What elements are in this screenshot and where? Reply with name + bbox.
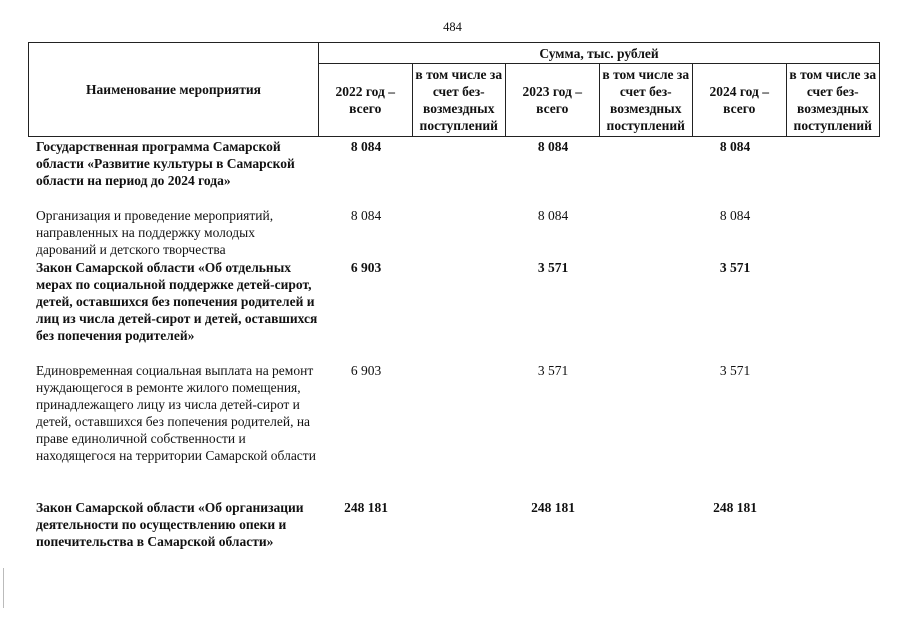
page-number: 484	[443, 20, 462, 34]
row-name: Закон Самарской области «Об отдельных мерах по социальной поддержке детей-сирот, детей, оставшихся без попечения родителей и лиц из числа детей-сирот и детей, оставшихся без попечения родителей»	[36, 260, 318, 343]
value-2022-total: 6 903	[350, 363, 382, 378]
scan-edge-mark	[3, 568, 4, 608]
header-2023-gratuitous: в том числе за счет без-возмездных поступлений	[599, 64, 693, 137]
value-2024-total: 3 571	[719, 260, 751, 275]
value-2022-total: 6 903	[350, 260, 382, 275]
table-body	[28, 138, 880, 568]
header-2024-total: 2024 год – всего	[693, 64, 787, 137]
header-name-column: Наименование мероприятия	[29, 43, 319, 137]
table-row	[28, 259, 880, 362]
row-name: Организация и проведение мероприятий, направленных на поддержку молодых дарований и детского творчества	[36, 208, 274, 257]
table-row	[28, 207, 880, 259]
table-header	[28, 42, 880, 137]
row-name: Закон Самарской области «Об организации деятельности по осуществлению опеки и попечительства в Самарской области»	[36, 500, 304, 549]
value-2022-total: 248 181	[344, 500, 388, 515]
row-name: Единовременная социальная выплата на ремонт нуждающегося в ремонте жилого помещения, принадлежащего лицу из числа детей-сирот и детей, оставшихся без попечения родителей, на праве единоличной собственности и находящегося на территории Самарской области	[36, 363, 316, 463]
value-2024-total: 248 181	[713, 500, 757, 515]
value-2023-total: 3 571	[537, 260, 569, 275]
row-name: Государственная программа Самарской области «Развитие культуры в Самарской области на период до 2024 года»	[36, 139, 295, 188]
header-2024-gratuitous: в том числе за счет без-возмездных поступлений	[786, 64, 880, 137]
table-row	[28, 138, 880, 207]
table-row	[28, 362, 880, 499]
header-2022-gratuitous: в том числе за счет без-возмездных поступлений	[412, 64, 506, 137]
value-2023-total: 8 084	[537, 208, 569, 223]
value-2023-total: 248 181	[531, 500, 575, 515]
value-2024-total: 3 571	[719, 363, 751, 378]
value-2023-total: 8 084	[537, 139, 569, 154]
header-2022-total: 2022 год – всего	[319, 64, 413, 137]
header-amount-group: Сумма, тыс. рублей	[319, 43, 880, 64]
value-2022-total: 8 084	[350, 208, 382, 223]
value-2023-total: 3 571	[537, 363, 569, 378]
value-2022-total: 8 084	[350, 139, 382, 154]
value-2024-total: 8 084	[719, 208, 751, 223]
table-row	[28, 499, 880, 568]
header-2023-total: 2023 год – всего	[506, 64, 600, 137]
value-2024-total: 8 084	[719, 139, 751, 154]
